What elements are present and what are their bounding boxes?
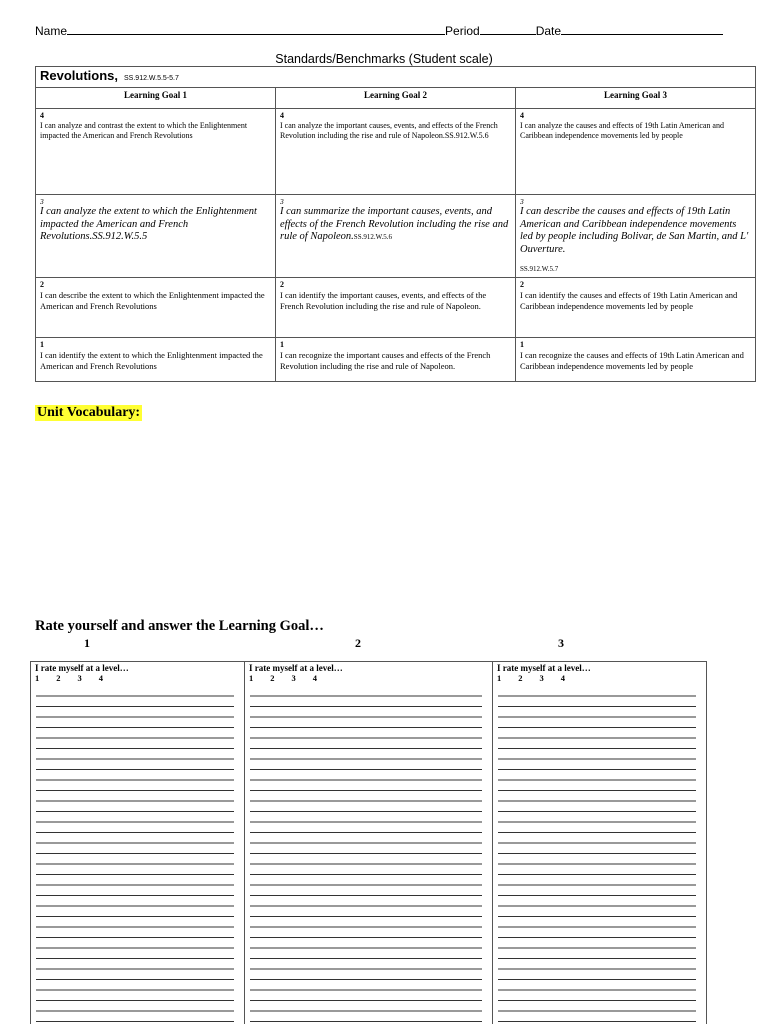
level-text: I can recognize the important causes and effects of the French Revolution including the rise and rule of Napoleon. — [280, 350, 491, 371]
unit-title: Revolutions, — [40, 68, 119, 83]
level-4-row — [36, 109, 756, 195]
rating-column-2 — [245, 662, 493, 1024]
answer-lines[interactable] — [36, 686, 234, 1024]
level-number: 2 — [280, 280, 284, 289]
rate-goal-1-number: 1 — [84, 636, 90, 650]
level-text: I can analyze the causes and effects of 19th Latin American and Caribbean independence movements led by people — [520, 121, 724, 140]
level-text: I can identify the important causes, events, and effects of the French Revolution including the rise and rule of Napoleon. — [280, 290, 487, 311]
rate-goal-3-number: 3 — [558, 636, 564, 650]
goal-3-level-1-cell — [516, 338, 756, 382]
level-text: I can analyze and contrast the extent to which the Enlightenment impacted the American and French Revolutions — [40, 121, 248, 140]
goal-header-row — [36, 88, 756, 109]
period-label: Period — [445, 24, 480, 38]
scale-title: Standards/Benchmarks (Student scale) — [275, 52, 493, 66]
goal-2-level-1-cell — [276, 338, 516, 382]
standard-code: SS.912.W.5.6 — [353, 233, 393, 242]
student-info-header — [35, 24, 735, 38]
unit-cell — [36, 67, 756, 88]
level-3-row — [36, 195, 756, 278]
answer-lines[interactable] — [250, 686, 482, 1024]
level-number: 4 — [40, 111, 44, 120]
answer-lines[interactable] — [498, 686, 696, 1024]
rating-scale[interactable]: 1 2 3 4 — [497, 673, 565, 683]
goal-1-level-1-cell — [36, 338, 276, 382]
level-number: 2 — [40, 280, 44, 289]
unit-vocabulary-heading: Unit Vocabulary: — [37, 405, 141, 420]
self-rating-table — [30, 661, 707, 1024]
level-number: 4 — [280, 111, 284, 120]
goal-1-level-3-cell — [36, 195, 276, 278]
unit-row — [36, 67, 756, 88]
goal-2-level-4-cell — [276, 109, 516, 195]
goal-1-heading: Learning Goal 1 — [36, 88, 276, 109]
rating-prompt: I rate myself at a level… — [497, 663, 591, 673]
rating-column-1 — [31, 662, 245, 1024]
level-number: 1 — [520, 340, 524, 349]
level-number: 1 — [280, 340, 284, 349]
level-number: 1 — [40, 340, 44, 349]
goal-1-level-4-cell — [36, 109, 276, 195]
level-number: 2 — [520, 280, 524, 289]
goal-3-level-2-cell — [516, 278, 756, 338]
level-text: I can summarize the important causes, events, and effects of the French Revolution including the rise and rule of Napoleon. — [280, 206, 509, 243]
level-number: 3 — [280, 197, 284, 206]
rating-scale[interactable]: 1 2 3 4 — [35, 673, 103, 683]
standards-scale-table — [35, 66, 756, 382]
goal-2-level-2-cell — [276, 278, 516, 338]
rate-goal-2-number: 2 — [355, 636, 361, 650]
level-text: I can analyze the extent to which the Enlightenment impacted the American and French Revolutions.SS.912.W.5.5 — [40, 206, 257, 243]
period-field[interactable] — [480, 24, 536, 35]
rating-prompt: I rate myself at a level… — [249, 663, 343, 673]
name-label: Name — [35, 24, 68, 38]
level-text: I can analyze the important causes, events, and effects of the French Revolution including the rise and rule of Napoleon.SS.912.W.5.6 — [280, 121, 498, 140]
level-number: 4 — [520, 111, 524, 120]
goal-3-level-4-cell — [516, 109, 756, 195]
rate-yourself-heading: Rate yourself and answer the Learning Goal… — [35, 618, 324, 634]
goal-3-level-3-cell — [516, 195, 756, 278]
goal-3-heading: Learning Goal 3 — [516, 88, 756, 109]
goal-1-level-2-cell — [36, 278, 276, 338]
level-2-row — [36, 278, 756, 338]
rating-prompt: I rate myself at a level… — [35, 663, 129, 673]
level-text: I can identify the extent to which the Enlightenment impacted the American and French Revolutions — [40, 350, 263, 371]
rating-column-3 — [493, 662, 706, 1024]
level-text: I can identify the causes and effects of 19th Latin American and Caribbean independence movements led by people — [520, 290, 738, 311]
level-1-row — [36, 338, 756, 382]
level-number: 3 — [40, 197, 44, 206]
standard-code: SS.912.W.5.7 — [520, 265, 559, 274]
date-label: Date — [535, 24, 562, 38]
level-number: 3 — [520, 197, 524, 206]
unit-standard-code: SS.912.W.5.5-5.7 — [124, 75, 179, 82]
level-text: I can describe the extent to which the Enlightenment impacted the American and French Revolutions — [40, 290, 265, 311]
level-text: I can recognize the causes and effects of 19th Latin American and Caribbean independence movements led by people — [520, 350, 744, 371]
level-text: I can describe the causes and effects of 19th Latin American and Caribbean independence movements led by people including Bolivar, de San Martin, and L' Ouverture. — [520, 206, 749, 255]
name-field[interactable] — [67, 24, 445, 35]
rating-scale[interactable]: 1 2 3 4 — [249, 673, 317, 683]
date-field[interactable] — [561, 24, 723, 35]
goal-2-level-3-cell — [276, 195, 516, 278]
goal-2-heading: Learning Goal 2 — [276, 88, 516, 109]
